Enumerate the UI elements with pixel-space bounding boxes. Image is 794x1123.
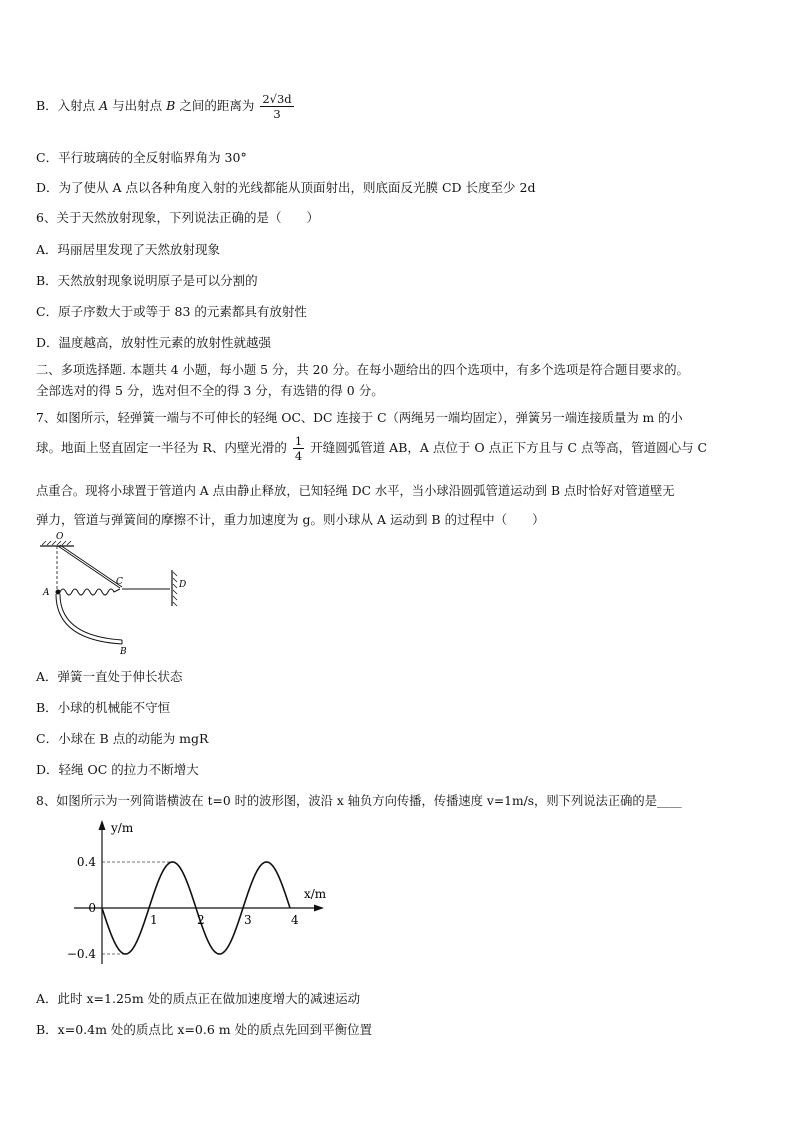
fraction-denominator: 3 [273, 107, 281, 121]
q7-stem-line2-a: 球。地面上竖直固定一半径为 R、内壁光滑的 [36, 440, 287, 455]
fraction-numerator: 2√3d [262, 92, 292, 106]
point-a-label: A [99, 98, 109, 113]
x-tick-label: 4 [291, 913, 299, 927]
distance-fraction [260, 92, 293, 121]
q7-stem-line2-b: 开缝圆弧管道 AB，A 点位于 O 点正下方且与 C 点等高，管道圆心与 C [310, 440, 708, 455]
label-d: D [179, 580, 187, 590]
q5-option-b-mid: 与出射点 [108, 98, 167, 113]
label-a: A [43, 588, 50, 598]
fraction-denominator: 4 [294, 449, 303, 463]
quarter-fraction [293, 434, 304, 463]
q5-option-b-suffix: 之间的距离为 [175, 98, 255, 113]
q7-option-d: D．轻绳 OC 的拉力不断增大 [36, 762, 199, 777]
q7-stem-line2 [36, 434, 707, 463]
q6-option-b: B．天然放射现象说明原子是可以分割的 [36, 273, 258, 288]
x-tick-label: 3 [244, 913, 252, 927]
q7-option-c: C．小球在 B 点的动能为 mgR [36, 731, 209, 746]
point-b-label: B [166, 98, 176, 113]
x-axis-arrow [314, 905, 324, 912]
q5-option-d: D．为了使从 A 点以各种角度入射的光线都能从顶面射出，则底面反光膜 CD 长度至少 2d [36, 180, 536, 195]
x-axis-label: x/m [304, 887, 327, 901]
wave-chart [60, 814, 340, 974]
q6-stem: 6、关于天然放射现象，下列说法正确的是（ ） [36, 210, 319, 225]
q7-stem-line1: 7、如图所示，轻弹簧一端与不可伸长的轻绳 OC、DC 连接于 C（两绳另一端均固定），弹簧另一端连接质量为 m 的小 [36, 411, 683, 425]
y-tick-label: 0.4 [76, 855, 96, 869]
q5-option-b [36, 92, 296, 121]
section-2-instructions-line1: 二、多项选择题. 本题共 4 小题，每小题 5 分，共 20 分。在每小题给出的四个选项中，有多个选项是符合题目要求的。 [36, 363, 689, 377]
fraction-numerator: 1 [294, 434, 303, 448]
label-c: C [116, 577, 123, 587]
x-tick-label: 1 [150, 913, 158, 927]
q6-option-a: A．玛丽居里发现了天然放射现象 [36, 242, 221, 257]
q5-option-b-prefix: B．入射点 [36, 98, 100, 113]
y-axis-label: y/m [111, 821, 134, 835]
y-axis-arrow [99, 820, 106, 830]
q8-option-b: B．x=0.4m 处的质点比 x=0.6 m 处的质点先回到平衡位置 [36, 1022, 373, 1037]
label-b: B [120, 647, 127, 657]
q6-option-c: C．原子序数大于或等于 83 的元素都具有放射性 [36, 304, 307, 319]
q7-option-a: A．弹簧一直处于伸长状态 [36, 669, 183, 684]
y-tick-label: −0.4 [66, 947, 96, 961]
q6-option-d: D．温度越高，放射性元素的放射性就越强 [36, 335, 272, 350]
q8-stem: 8、如图所示为一列简谐横波在 t=0 时的波形图，波沿 x 轴负方向传播，传播速度 v=1m/s，则下列说法正确的是____ [36, 794, 682, 808]
q7-stem-line3: 点重合。现将小球置于管道内 A 点由静止释放，已知轻绳 DC 水平，当小球沿圆弧管道运动到 B 点时恰好对管道壁无 [36, 484, 675, 498]
q8-option-a: A．此时 x=1.25m 处的质点正在做加速度增大的减速运动 [36, 991, 361, 1006]
label-o: O [56, 532, 64, 542]
y-tick-label: 0 [88, 901, 96, 915]
q7-stem-line4: 弹力，管道与弹簧间的摩擦不计，重力加速度为 g。则小球从 A 运动到 B 的过程中（ ） [36, 512, 545, 527]
q7-option-b: B．小球的机械能不守恒 [36, 700, 171, 715]
x-tick-label: 2 [197, 913, 205, 927]
spring-pipe-diagram [38, 532, 198, 657]
section-2-instructions-line2: 全部选对的得 5 分，选对但不全的得 3 分，有选错的得 0 分。 [36, 383, 384, 398]
q5-option-c: C．平行玻璃砖的全反射临界角为 30° [36, 150, 247, 165]
